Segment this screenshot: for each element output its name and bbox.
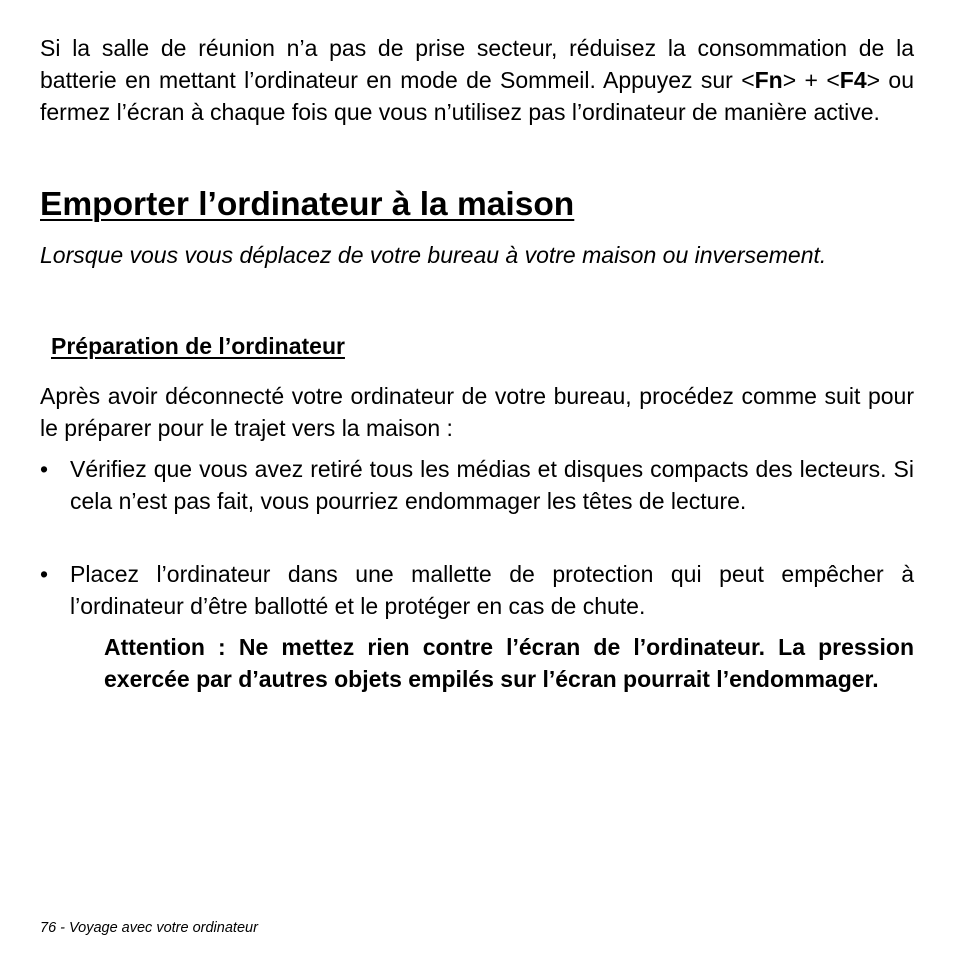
list-item-text: Placez l’ordinateur dans une mallette de protection qui peut empêcher à l’ordinateur d’être ballotté et le protéger en cas de chute. [70, 561, 914, 619]
key-f4: F4 [839, 67, 867, 93]
key-fn: Fn [754, 67, 783, 93]
intro-paragraph [40, 32, 914, 128]
subsection-heading: Préparation de l’ordinateur [51, 333, 345, 359]
page-footer: 76 - Voyage avec votre ordinateur [40, 920, 258, 936]
subsection-intro-paragraph: Après avoir déconnecté votre ordinateur de votre bureau, procédez comme suit pour le préparer pour le trajet vers la maison : [40, 383, 914, 441]
warning-note: Attention : Ne mettez rien contre l’écran de l’ordinateur. La pression exercée par d’autres objets empilés sur l’écran pourrait l’endommager. [104, 634, 914, 692]
intro-text-middle: > + < [782, 67, 840, 93]
list-item-text: Vérifiez que vous avez retiré tous les médias et disques compacts des lecteurs. Si cela n’est pas fait, vous pourriez endommager les têtes de lecture. [70, 456, 914, 514]
section-subtitle: Lorsque vous vous déplacez de votre bureau à votre maison ou inversement. [40, 242, 827, 268]
intro-text-end: > ou fermez l’écran à chaque fois que vous n’utilisez pas l’ordinateur de manière active. [40, 67, 914, 125]
section-heading: Emporter l’ordinateur à la maison [40, 186, 575, 223]
intro-text-start: Si la salle de réunion n’a pas de prise secteur, réduisez la consommation de la batterie en mettant l’ordinateur en mode de Sommeil. Appuyez sur < [40, 35, 914, 93]
bullet-icon: • [40, 456, 49, 482]
bullet-icon: • [40, 561, 49, 587]
